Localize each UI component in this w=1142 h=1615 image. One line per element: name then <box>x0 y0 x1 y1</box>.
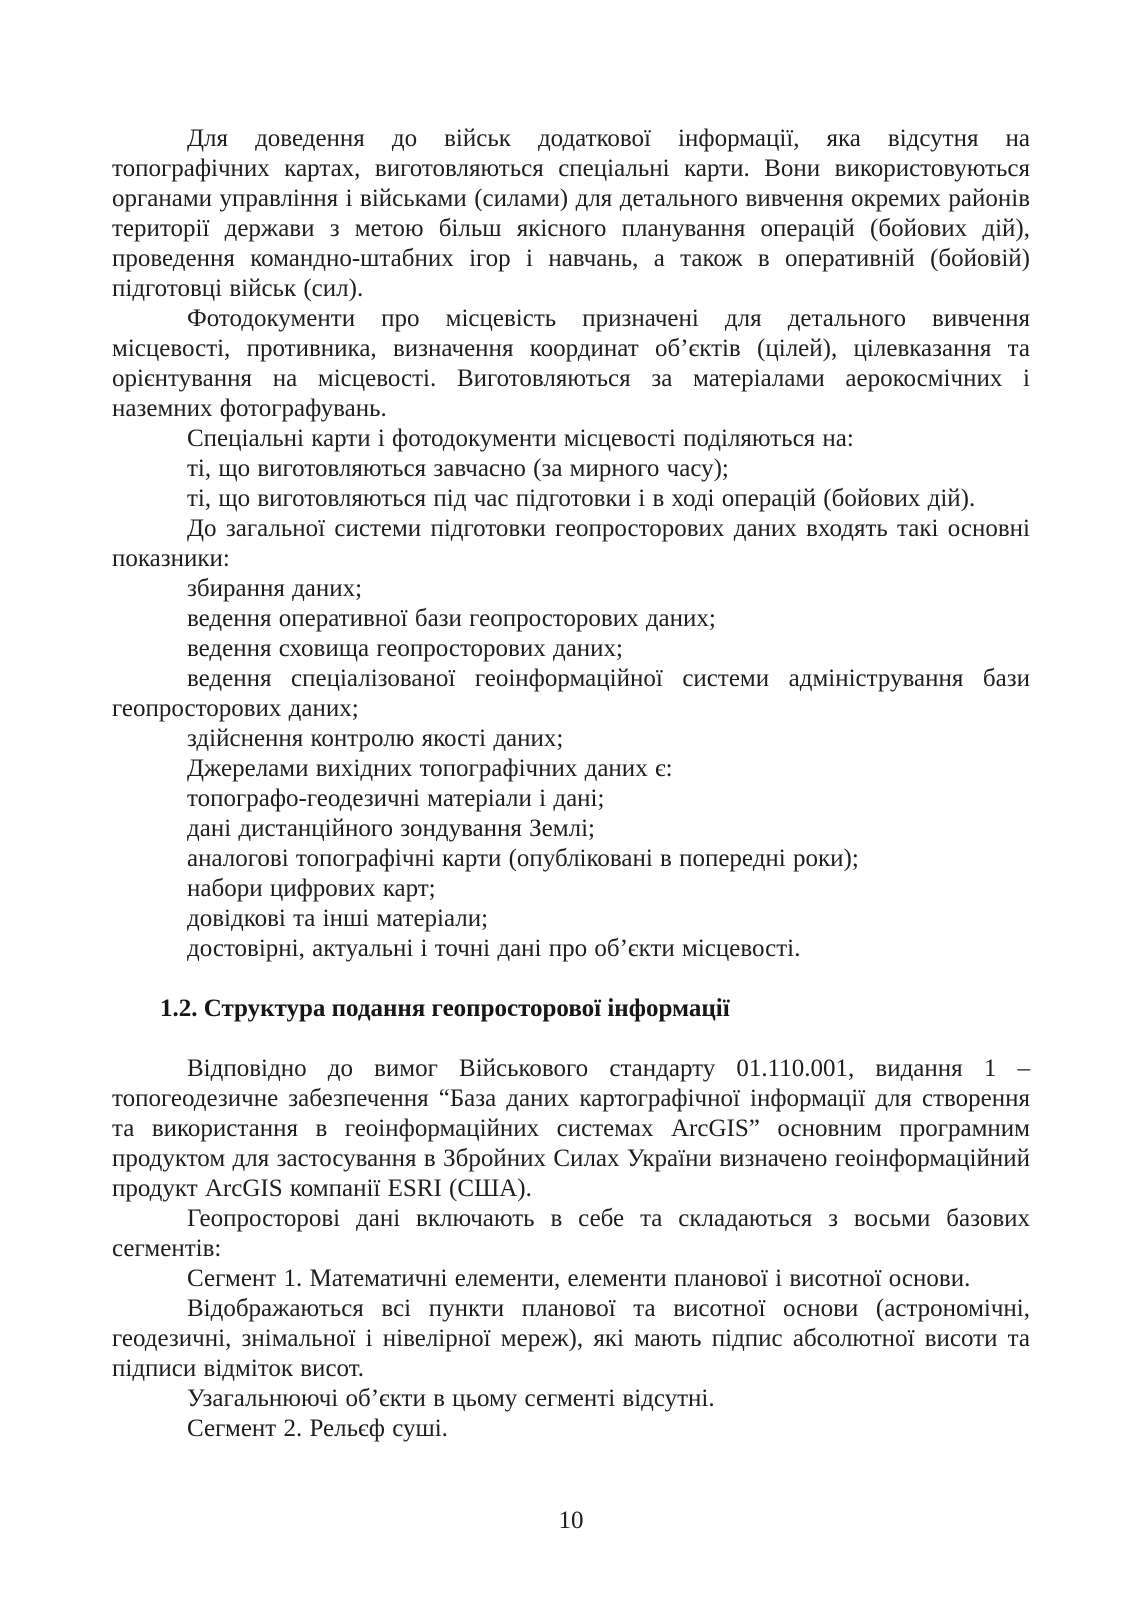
paragraph: Сегмент 1. Математичні елементи, елементи планової і висотної основи. <box>187 1265 971 1292</box>
page-number: 10 <box>558 1507 584 1534</box>
paragraph: Сегмент 2. Рельєф суші. <box>187 1415 448 1442</box>
list-line: ведення спеціалізованої геоінформаційної системи адміністрування бази геопросторових даних; <box>112 665 1030 722</box>
paragraph: Геопросторові дані включають в себе та складаються з восьми базових сегментів: <box>112 1205 1030 1262</box>
list-line: ведення сховища геопросторових даних; <box>187 635 624 662</box>
list-line: топографо-геодезичні матеріали і дані; <box>187 785 605 812</box>
paragraph: Спеціальні карти і фотодокументи місцевості поділяються на: <box>187 425 854 452</box>
list-line: достовірні, актуальні і точні дані про об’єкти місцевості. <box>187 935 801 962</box>
paragraph: Відповідно до вимог Військового стандарту 01.110.001, видання 1 – топогеодезичне забезпечення “База даних картографічної інформації для створення та використання в геоінформаційних системах ArcGIS” основним програмним продуктом для застосування в Збройних Силах України визначено геоінформаційний продукт ArcGIS компанії ESRI (США). <box>112 1055 1030 1202</box>
list-line: ті, що виготовляються завчасно (за мирного часу); <box>187 455 729 482</box>
list-line: довідкові та інші матеріали; <box>187 905 489 932</box>
paragraph: Для доведення до військ додаткової інформації, яка відсутня на топографічних картах, виготовляються спеціальні карти. Вони використовуються органами управління і військами (силами) для детального вивчення окремих районів території держави з метою більш якісного планування операцій (бойових дій), проведення командно-штабних ігор і навчань, а також в оперативній (бойовій) підготовці військ (сил). <box>112 125 1030 302</box>
paragraph: Відображаються всі пункти планової та висотної основи (астрономічні, геодезичні, знімальної і нівелірної мереж), які мають підпис абсолютної висоти та підписи відміток висот. <box>112 1295 1030 1382</box>
paragraph: Узагальнюючі об’єкти в цьому сегменті відсутні. <box>187 1385 715 1412</box>
section-heading: 1.2. Структура подання геопросторової інформації <box>160 995 730 1022</box>
list-line: здійснення контролю якості даних; <box>187 725 564 752</box>
list-line: ведення оперативної бази геопросторових даних; <box>187 605 716 632</box>
list-line: збирання даних; <box>187 575 363 602</box>
list-line: ті, що виготовляються під час підготовки і в ході операцій (бойових дій). <box>187 485 976 512</box>
list-line: аналогові топографічні карти (опубліковані в попередні роки); <box>187 845 859 872</box>
paragraph: До загальної системи підготовки геопросторових даних входять такі основні показники: <box>112 515 1030 572</box>
page-text-body <box>112 124 1030 1444</box>
list-line: набори цифрових карт; <box>187 875 436 902</box>
paragraph: Джерелами вихідних топографічних даних є: <box>187 755 673 782</box>
list-line: дані дистанційного зондування Землі; <box>187 815 595 842</box>
paragraph: Фотодокументи про місцевість призначені для детального вивчення місцевості, противника, визначення координат об’єктів (цілей), цілевказання та орієнтування на місцевості. Виготовляються за матеріалами аерокосмічних і наземних фотографувань. <box>112 305 1030 422</box>
